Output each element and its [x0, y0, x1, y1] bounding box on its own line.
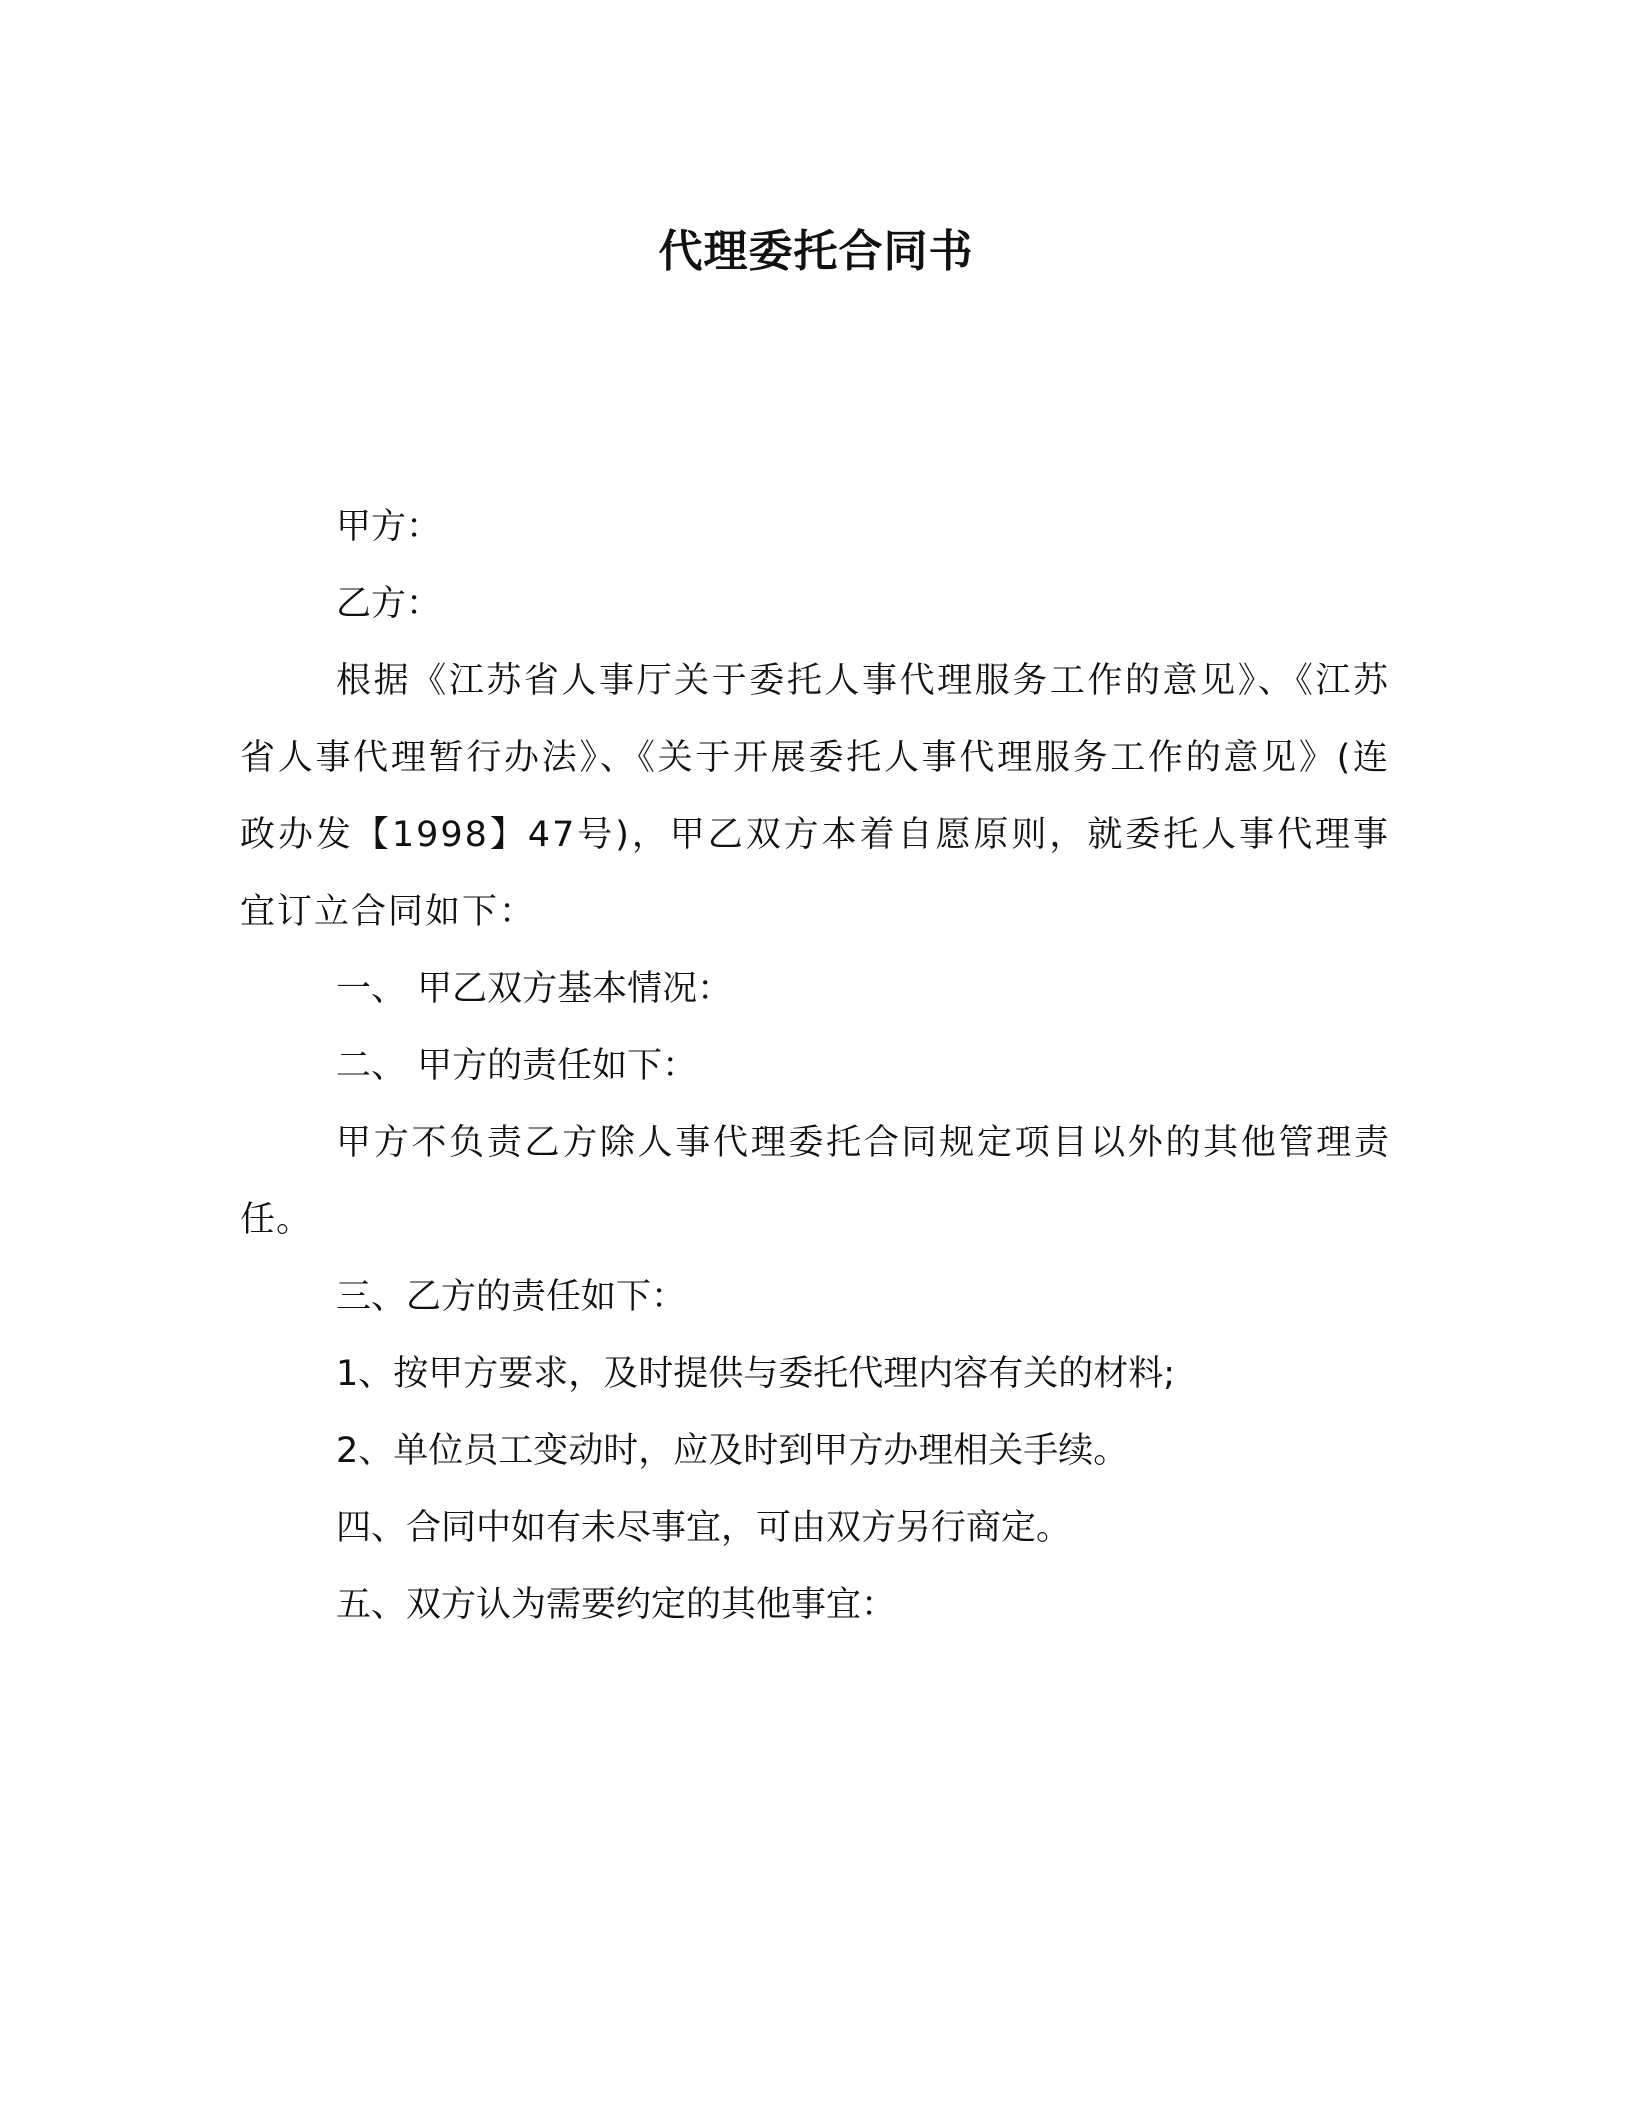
section-1-heading: 一、 甲乙双方基本情况：: [336, 969, 733, 1009]
section-2-heading: 二、 甲方的责任如下：: [336, 1046, 698, 1086]
preamble-paragraph: 根据《江苏省人事厅关于委托人事代理服务工作的意见》、《江苏省人事代理暂行办法》、《关于开展委托人事代理服务工作的意见》(连政办发【1998】47号)，甲乙双方本着自愿原则，就委托人事代理事宜订立合同如下：: [240, 661, 1390, 932]
party-b-line: 乙方：: [336, 584, 442, 624]
party-b-duty-2: 2、单位员工变动时，应及时到甲方办理相关手续。: [336, 1431, 1129, 1471]
document-title: 代理委托合同书: [658, 226, 974, 277]
party-a-responsibility-paragraph: 甲方不负责乙方除人事代理委托合同规定项目以外的其他管理责任。: [240, 1123, 1390, 1240]
document-body: [240, 489, 1390, 1644]
party-b-duty-1: 1、按甲方要求，及时提供与委托代理内容有关的材料;: [336, 1354, 1176, 1394]
section-4-paragraph: 四、合同中如有未尽事宜，可由双方另行商定。: [336, 1508, 1072, 1548]
section-5-heading: 五、双方认为需要约定的其他事宜：: [336, 1585, 897, 1625]
party-a-line: 甲方：: [336, 507, 442, 547]
section-3-heading: 三、乙方的责任如下：: [336, 1277, 687, 1317]
